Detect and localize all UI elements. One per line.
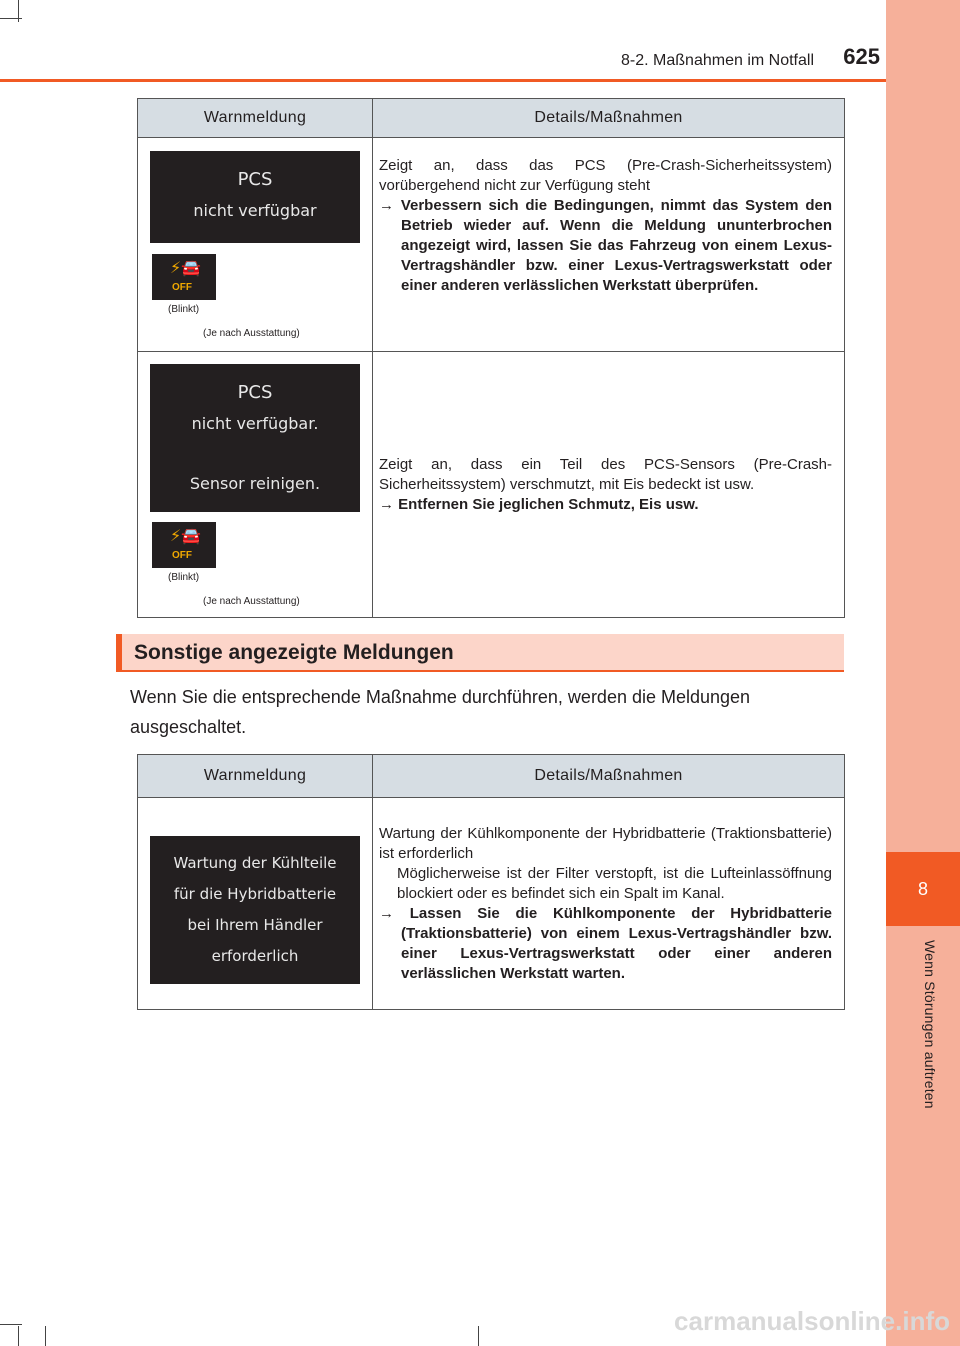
chapter-title: Wenn Störungen auftreten [922,940,938,1109]
warning-image-cell [138,138,373,352]
details-subtext: Möglicherweise ist der Filter verstopft, ist die Lufteinlassöffnung blockiert oder es befindet sich ein Spalt im Kanal. [397,864,832,902]
screen-line: PCS [237,169,273,190]
action-text [379,495,832,515]
table-row [138,352,845,618]
screen-line: erforderlich [211,947,299,965]
action-text [379,196,832,296]
col-header-details: Details/Maßnahmen [373,755,845,798]
chapter-number-tab[interactable]: 8 [886,852,960,926]
warning-image-cell [138,798,373,1010]
action-text-content: Entfernen Sie jeglichen Schmutz, Eis usw. [398,495,699,513]
details-text: Wartung der Kühlkomponente der Hybridbatterie (Traktionsbatterie) ist erforderlich [379,824,832,862]
crop-mark [0,1324,22,1325]
crop-mark [18,1326,19,1346]
details-cell [373,798,845,1010]
section-header-bar [116,634,844,672]
collision-symbol-icon: ⚡︎🚘 [170,528,202,545]
icon-off-label: OFF [172,550,192,561]
screen-line: Sensor reinigen. [189,474,321,493]
crop-mark [478,1326,479,1346]
collision-symbol-icon: ⚡︎🚘 [170,260,202,277]
arrow-right-icon: → [379,197,401,214]
warning-image-cell [138,352,373,618]
display-screen [150,836,360,984]
table-row [138,798,845,1010]
arrow-right-icon: → [379,495,399,513]
display-screen [150,364,360,512]
footer-watermark: carmanualsonline.info [674,1306,950,1336]
warning-table-pcs [137,98,845,618]
crop-mark [45,1326,46,1346]
equipment-note: (Je nach Ausstattung) [203,596,300,607]
pcs-off-warning-icon [152,522,216,568]
screen-line: bei Ihrem Händler [187,916,323,934]
screen-line: Wartung der Kühlteile [173,854,337,872]
screen-line: nicht verfügbar [193,201,317,220]
section-title: Sonstige angezeigte Meldungen [134,641,454,664]
icon-off-label: OFF [172,282,192,293]
action-text-content: Lassen Sie die Kühlkomponente der Hybridbatterie (Traktionsbatterie) von einem Lexus-Vertragshändler bzw. einer Lexus-Vertragswerkstatt oder einer anderen verlässlichen Werkstatt warten. [401,904,832,982]
header-section-title: 8-2. Maßnahmen im Notfall [621,52,814,69]
screen-line: nicht verfügbar. [191,414,319,433]
col-header-details: Details/Maßnahmen [373,99,845,138]
header-rule [0,79,886,82]
screen-line: für die Hybridbatterie [173,885,337,903]
warning-table-other [137,754,845,1010]
col-header-warning: Warnmeldung [138,755,373,798]
page-number: 625 [843,44,880,69]
blink-note: (Blinkt) [168,572,200,583]
arrow-right-icon: → [379,904,410,922]
action-text [379,904,832,984]
section-intro: Wenn Sie die entsprechende Maßnahme durchführen, werden die Meldungen ausgeschaltet. [130,687,751,737]
equipment-note: (Je nach Ausstattung) [203,328,300,339]
details-text: Zeigt an, dass das PCS (Pre-Crash-Sicherheitssystem) vorübergehend nicht zur Verfügung steht [379,157,832,194]
display-screen [150,151,360,243]
details-text: Zeigt an, dass ein Teil des PCS-Sensors (Pre-Crash-Sicherheitssystem) verschmutzt, mit Eis bedeckt ist usw. [379,455,832,493]
pcs-off-warning-icon [152,254,216,300]
table-row [138,138,845,352]
blink-note: (Blinkt) [168,304,200,315]
crop-mark [18,0,19,22]
details-cell [373,138,845,352]
details-cell [373,352,845,618]
col-header-warning: Warnmeldung [138,99,373,138]
screen-line: PCS [237,382,273,403]
action-text-content: Verbessern sich die Bedingungen, nimmt das System den Betrieb wieder auf. Wenn die Meldung ununterbrochen angezeigt wird, lassen Sie das Fahrzeug von einem Lexus-Vertragshändler bzw. einer Lexus-Vertragswerkstatt oder einer anderen verlässlichen Werkstatt überprüfen. [400,197,832,294]
